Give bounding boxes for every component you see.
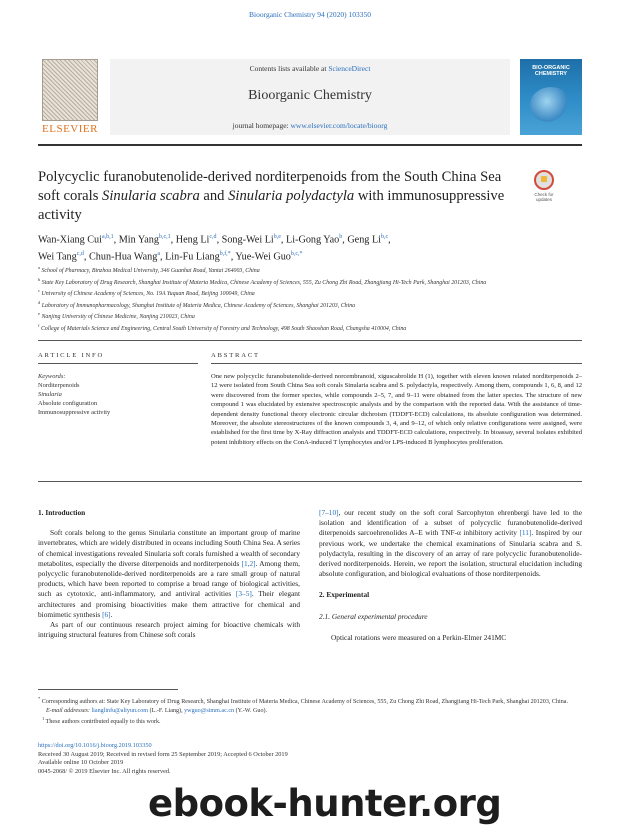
keyword-item: Norditerpenoids [38,382,80,389]
equal-contribution-note [38,715,582,727]
author-affiliation-mark[interactable]: a,b,1 [101,234,114,240]
copyright-line: 0045-2068/ © 2019 Elsevier Inc. All rights reserved. [38,767,171,775]
author-affiliation-mark[interactable]: b,c,1 [158,234,171,240]
affiliation-mark: b [38,276,41,282]
author-separator: , [83,251,89,263]
doi-link[interactable]: https://doi.org/10.1016/j.bioorg.2019.103350 [38,742,152,749]
email-owner: (Y.-W. Guo). [234,707,268,714]
sciencedirect-link[interactable]: ScienceDirect [328,64,371,73]
author-name[interactable]: Li-Gong Yao [286,234,340,246]
right-paragraph-1 [319,508,582,579]
footnote-divider [38,689,178,690]
header-divider [38,144,582,146]
email-owner: (L.-F. Liang), [148,707,185,714]
experimental-heading: 2. Experimental [319,590,370,600]
affiliation-mark: a [38,265,40,270]
affiliation-text: State Key Laboratory of Drug Research, Shanghai Institute of Materia Medica, Chinese Academy of Sciences, 555, Zu Chong Zhi Road, Zhangjiang Hi-Tech Park, Shanghai 201203, China [41,279,487,286]
title-species-2: Sinularia polydactyla [228,188,355,204]
keyword-item: Immunosuppressive activity [38,409,111,416]
citation-link[interactable]: [11] [519,528,532,538]
author-affiliation-mark[interactable]: a [157,251,160,258]
author-affiliation-mark[interactable]: b,c,* [290,251,303,258]
body-text: , our recent study on the soft coral Sarcophyton ehrenbergi have led to the isolation and identification of a subset of polycyclic furanobutenolide-derived diterpenoids sarcoehrenolides A–E with TNF-α inhibitory activity [319,508,582,538]
left-column [38,508,300,640]
cover-art-image [530,87,572,123]
intro-text: Soft corals belong to the genus Sinularia constitute an important group of marine invertebrates, which are widely distributed in oceans including South China Sea. A series of chemical investigations revealed Sinularia soft corals furnished a wealth of secondary metabolites, especially the diverse diterpenoids and norditerpenoids [38,528,300,568]
author-affiliation-mark[interactable]: c,d [76,251,84,258]
affiliation-text: Laboratory of Immunopharmacology, Shanghai Institute of Materia Medica, Chinese Academy of Sciences, Shanghai 201203, China [41,302,356,309]
keyword-item: Sinularia [38,391,62,398]
abstract-body: One new polycyclic furanobutenolide-derived norcembranoid, xiguscabrolide H (1), together with eleven known related norditerpenoids 2–12 were isolated from South China Sea soft corals Sinularia scabra and S. polydactyla, respectively. Among them, compounds 1, 6, 8, and 12 were discovered from the former species, while compounds 2–5, 7, and 9–11 were obtained from the latter species. The structure of new compound 1 was elucidated by extensive spectroscopic analysis and by the comparison with the reported data. With the assistance of time-dependent density functional theory electronic circular dichroism (TDDFT-ECD) calculations, its absolute configuration was determined. Moreover, the absolute stereostructures of the known compounds 3, 4, and 9–12, of which only relative configurations were assigned, were established for the first time by X-Ray diffraction analysis and TDDFT-ECD calculations, respectively. In bioassay, several isolates exhibited potent inhibitory effects on the ConA-induced T lymphocytes and/or LPS-induced B lymphocytes proliferation. [211,373,582,446]
author-name[interactable]: Wei Tang [38,251,77,263]
author-name[interactable]: Chun-Hua Wang [89,251,158,263]
author-name[interactable]: Min Yang [118,234,159,246]
email-label: E-mail addresses: [46,707,92,714]
homepage-prefix: journal homepage: [232,121,291,130]
check-updates-label: Check for updates [534,192,554,202]
check-updates-icon [534,170,554,190]
abstract-divider [211,363,582,364]
author-affiliation-mark[interactable]: c,d [209,234,217,240]
footnote-mark: 1 [42,716,45,722]
title-and: and [199,188,229,204]
received-dates: Received 30 August 2019; Received in revised form 25 September 2019; Accepted 6 October 2019 [38,750,288,758]
title-text-1: Polycyclic furanobutenolide-derived norditerpenoids from the South China Sea soft corals [38,169,502,204]
affiliation-mark: d [38,299,41,305]
affiliation-item [38,322,582,334]
footnote-text: These authors contributed equally to this work. [44,719,161,726]
author-affiliation-mark[interactable]: b,e [273,234,281,240]
abstract-end-divider [38,481,582,482]
elsevier-logo[interactable] [38,59,102,135]
general-procedure-heading: 2.1. General experimental procedure [319,611,428,621]
author-affiliation-mark[interactable]: b,c [381,234,389,240]
section-divider [38,340,582,341]
author-affiliation-mark[interactable]: b [339,234,343,240]
author-separator: , [342,234,348,246]
check-for-updates-badge[interactable] [527,170,561,204]
affiliation-item [38,310,582,322]
affiliation-mark: f [38,322,40,328]
keyword-item: Absolute configuration [38,400,98,407]
abstract-heading: ABSTRACT [211,352,260,359]
footnote-mark: * [38,696,41,701]
email-link[interactable]: lianglinfu@aliyun.com [91,707,149,714]
affiliation-mark: c [38,288,40,294]
contents-prefix: Contents lists available at [249,64,329,73]
available-online-date: Available online 10 October 2019 [38,759,124,767]
author-separator: , [280,234,287,246]
author-name[interactable]: Lin-Fu Liang [165,251,220,263]
footnote-text: Corresponding authors at: State Key Laboratory of Drug Research, Shanghai Institute of Materia Medica, Chinese Academy of Sciences, 555, Zu Chong Zhi Road, Zhangjiang Hi-Tech Park, Shanghai 201203, China. [40,699,568,706]
affiliation-text: Nanjing University of Chinese Medicine, Nanjing 210023, China [41,314,195,321]
author-name[interactable]: Song-Wei Li [221,234,274,246]
affiliation-item [38,264,582,276]
citation-link[interactable]: [6] [102,609,111,619]
affiliation-text: College of Materials Science and Engineering, Central South University of Forestry and Technology, 498 South Shaoshan Road, Changsha 410004, China [40,325,407,332]
affiliation-text: University of Chinese Academy of Sciences, No. 19A Yuquan Road, Beijing 100049, China [41,291,255,298]
affiliation-list [38,264,582,333]
elsevier-tree-image [42,59,98,121]
keywords-heading: Keywords: [38,373,66,380]
journal-reference[interactable]: Bioorganic Chemistry 94 (2020) 103350 [249,10,371,19]
title-text-2: with immunosuppressive activity [38,188,505,223]
journal-cover-thumbnail[interactable] [520,59,582,135]
author-separator: , [388,234,391,246]
affiliation-item [38,287,582,299]
journal-homepage-link[interactable]: www.elsevier.com/locate/bioorg [290,121,388,130]
author-separator: , [170,234,176,246]
intro-text: . Their elegant architectures and promising bioactivities make them attractive for chemical and biomimetic synthesis [38,589,301,619]
keywords-block [38,372,198,417]
intro-text: . Among them, polycyclic furanobutenolide-derived norditerpenoids are a rare small group of natural products, which have been reported to comprise a broad range of biological activities, such as cytotoxic, anti-inflammatory, and antiviral activities [38,558,300,599]
author-name[interactable]: Wan-Xiang Cui [38,234,102,246]
intro-paragraph-2: As part of our continuous research project aiming for bioactive chemicals with intriguing structural features from Chinese soft corals [38,620,300,640]
experimental-paragraph: Optical rotations were measured on a Perkin-Elmer 241MC [331,632,507,642]
watermark-text: ebook-hunter.org [148,782,502,825]
citation-link[interactable]: [7–10] [319,508,339,517]
publication-info [38,742,338,776]
cover-title: BIO-ORGANIC CHEMISTRY [532,65,570,78]
author-name[interactable]: Geng Li [347,234,381,246]
citation-link[interactable]: [1,2] [241,558,256,568]
article-title [38,168,508,225]
affiliation-text: School of Pharmacy, Binzhou Medical University, 346 Guanhai Road, Yantai 264003, China [41,267,260,274]
author-separator: , [159,251,166,263]
article-info-heading: ARTICLE INFO [38,352,105,359]
citation-link[interactable]: [3–5] [235,589,252,599]
introduction-heading: 1. Introduction [38,508,86,517]
footnotes [38,695,582,727]
email-note [38,707,582,716]
intro-text: . [110,609,113,619]
affiliation-item [38,299,582,311]
intro-paragraph-1 [38,528,300,620]
affiliation-mark: e [38,311,40,317]
corresponding-author-note [38,695,582,707]
journal-name: Bioorganic Chemistry [248,88,372,103]
affiliation-item [38,276,582,288]
contents-line [110,64,510,73]
article-info-divider [38,363,198,364]
author-name[interactable]: Yue-Wei Guo [235,251,291,263]
author-name[interactable]: Heng Li [175,234,210,246]
elsevier-wordmark: ELSEVIER [42,123,98,135]
author-separator: , [113,234,119,246]
masthead [38,59,582,135]
body-text: . Inspired by our previous work, we undertake the chemical examinations of Sinularia scabra and S. polydactyla, resulting in the discovery of an array of rare polycyclic furanobutenolide-derived norditerpenoids. Herein, we report the isolation, structural elucidation including absolute configuration, and biological evaluations of those norditerpenoids. [319,528,583,579]
author-list [38,230,582,265]
author-affiliation-mark[interactable]: b,f,* [219,251,231,258]
email-link[interactable]: ywguo@simm.ac.cn [184,707,235,714]
homepage-line [110,121,510,130]
author-separator: , [230,251,236,263]
right-column [319,508,582,643]
title-species-1: Sinularia scabra [102,188,200,204]
author-separator: , [216,234,222,246]
journal-header-box [110,59,510,135]
